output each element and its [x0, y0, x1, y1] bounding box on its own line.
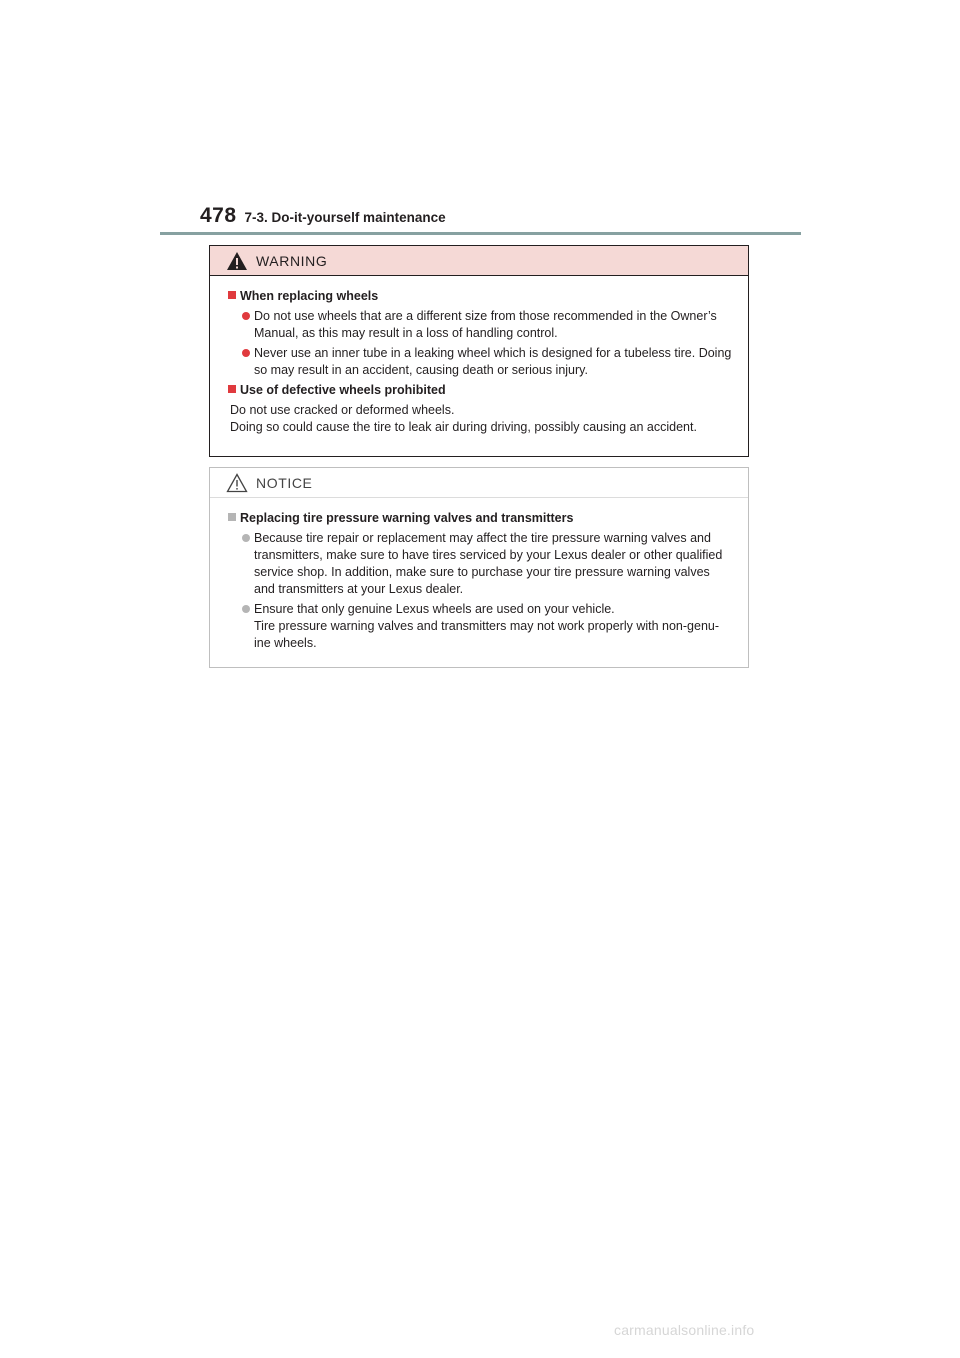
caution-triangle-icon	[226, 473, 248, 493]
heading-text: When replacing wheels	[240, 289, 379, 303]
notice-header	[210, 468, 748, 498]
watermark: carmanualsonline.info	[614, 1322, 755, 1338]
notice-body	[210, 498, 748, 652]
square-bullet-icon	[228, 385, 236, 393]
bullet-text	[254, 601, 741, 652]
text-line: Do not use wheels that are a different size from those recommended in the Owner’s	[254, 309, 717, 323]
warning-section-heading	[228, 382, 741, 399]
circle-bullet-icon	[242, 349, 250, 357]
text-line: so may result in an accident, causing death or serious injury.	[254, 363, 588, 377]
notice-bullet	[228, 601, 741, 652]
text-line: service shop. In addition, make sure to purchase your tire pressure warning valves	[254, 565, 710, 579]
page-number: 478	[200, 204, 237, 227]
text-line: Do not use cracked or deformed wheels.	[230, 403, 455, 417]
warning-triangle-icon	[226, 251, 248, 271]
notice-box	[209, 467, 749, 668]
bullet-text	[254, 345, 741, 379]
text-line: transmitters, make sure to have tires serviced by your Lexus dealer or other qualified	[254, 548, 723, 562]
warning-bullet	[228, 345, 741, 379]
circle-bullet-icon	[242, 534, 250, 542]
section-title: 7-3. Do-it-yourself maintenance	[244, 210, 446, 225]
warning-title: WARNING	[256, 252, 328, 269]
text-line: Doing so could cause the tire to leak air during driving, possibly causing an accident.	[230, 420, 697, 434]
header-rule	[160, 232, 801, 235]
warning-body	[210, 276, 748, 436]
page-header	[200, 204, 446, 232]
text-line: Manual, as this may result in a loss of handling control.	[254, 326, 558, 340]
bullet-text	[254, 530, 741, 598]
text-line: Because tire repair or replacement may affect the tire pressure warning valves and	[254, 531, 711, 545]
circle-bullet-icon	[242, 605, 250, 613]
text-line: and transmitters at your Lexus dealer.	[254, 582, 464, 596]
text-line: Tire pressure warning valves and transmitters may not work properly with non-genu-	[254, 619, 720, 633]
notice-bullet	[228, 530, 741, 598]
warning-bullet	[228, 308, 741, 342]
bullet-text	[254, 308, 741, 342]
text-line: ine wheels.	[254, 636, 317, 650]
text-line: Never use an inner tube in a leaking wheel which is designed for a tubeless tire. Doing	[254, 346, 732, 360]
heading-text: Replacing tire pressure warning valves and transmitters	[240, 511, 574, 525]
heading-text: Use of defective wheels prohibited	[240, 383, 446, 397]
square-bullet-icon	[228, 291, 236, 299]
square-bullet-icon	[228, 513, 236, 521]
warning-section-heading	[228, 288, 741, 305]
notice-section-heading	[228, 510, 741, 527]
notice-title: NOTICE	[256, 474, 313, 491]
text-line: Ensure that only genuine Lexus wheels are used on your vehicle.	[254, 602, 615, 616]
circle-bullet-icon	[242, 312, 250, 320]
warning-box	[209, 245, 749, 457]
warning-paragraph	[228, 402, 741, 436]
warning-header	[210, 246, 748, 276]
